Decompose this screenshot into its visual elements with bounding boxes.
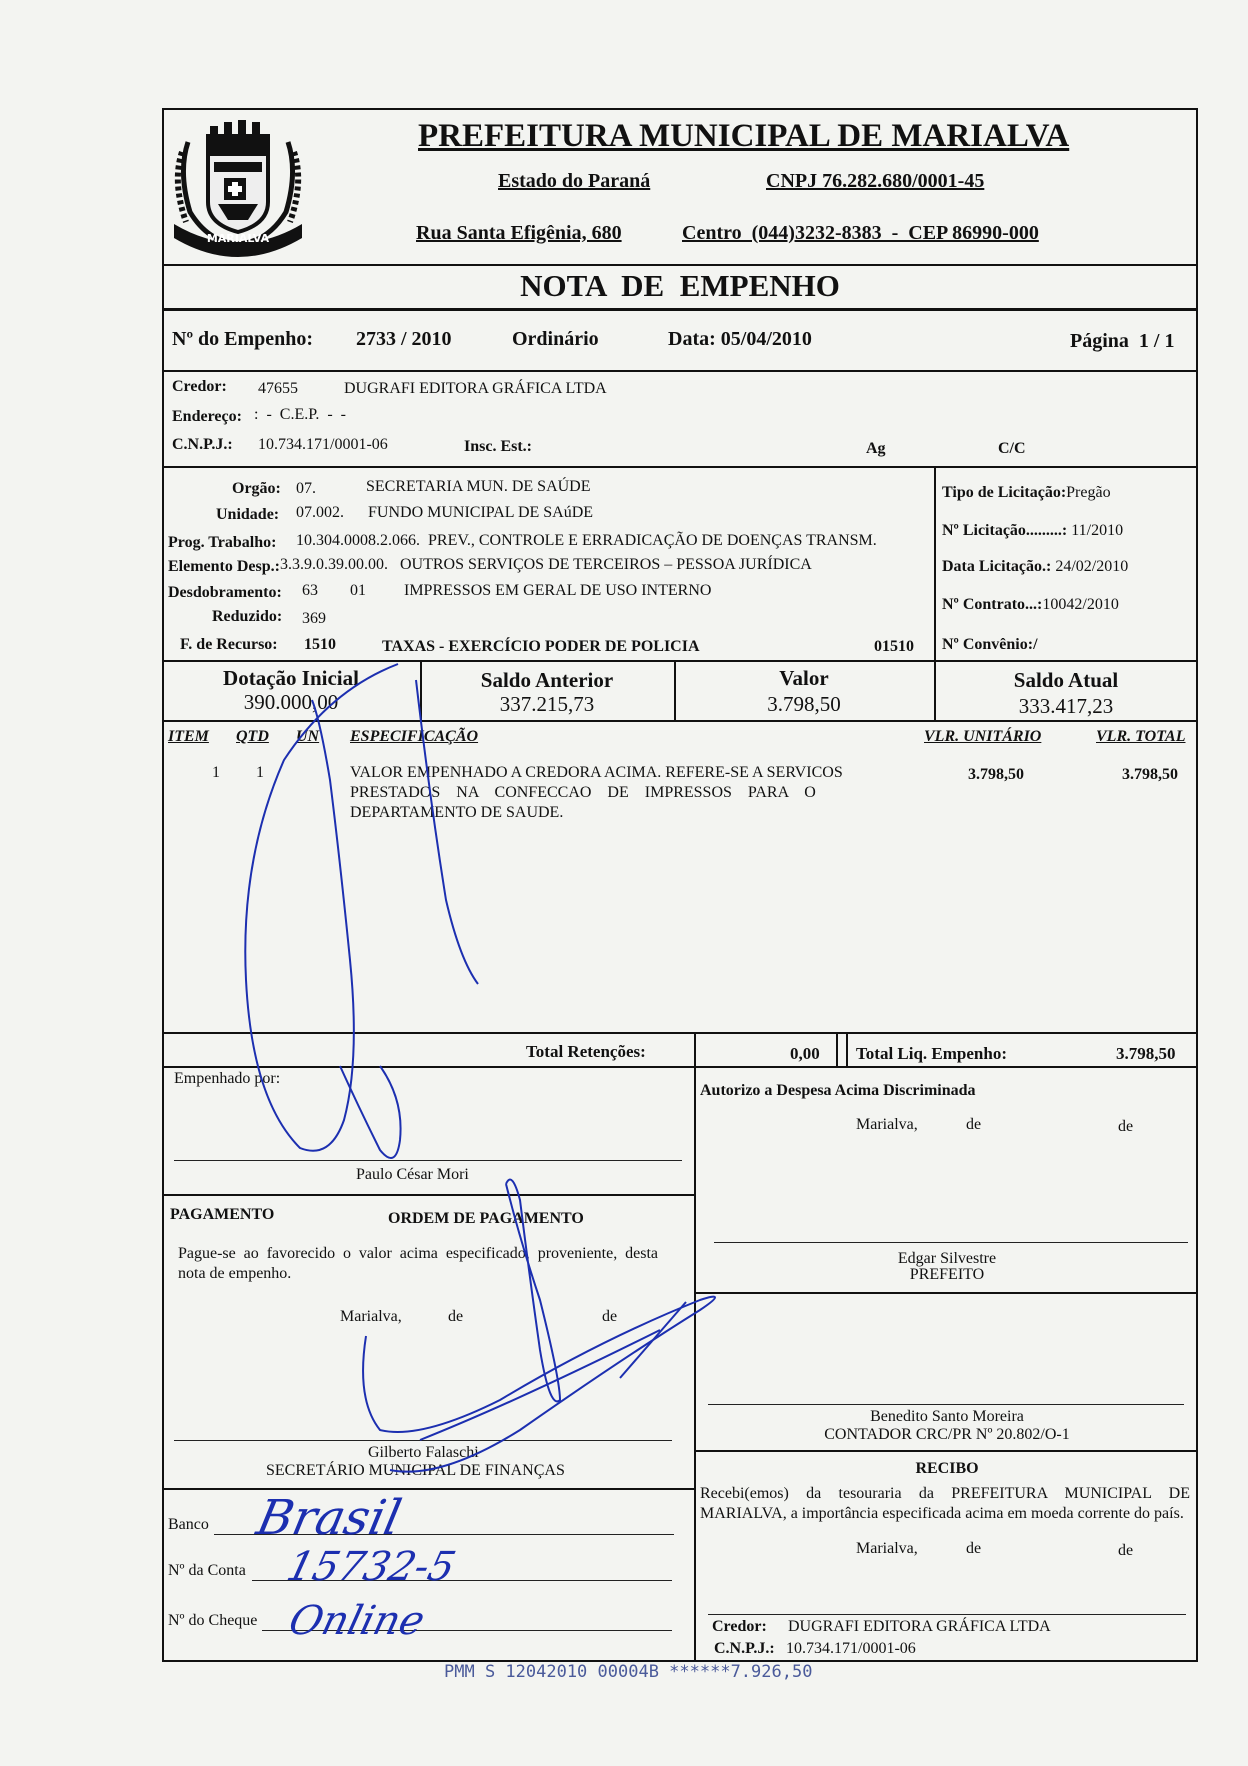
dotacao-inicial-value: 390.000,00 (243, 690, 339, 714)
recurso-code2: 01510 (874, 638, 914, 655)
desdobramento-c: IMPRESSOS EM GERAL DE USO INTERNO (404, 582, 712, 599)
secretario-title: SECRETÁRIO MUNICIPAL DE FINANÇAS (266, 1462, 565, 1479)
signature-line (174, 1160, 682, 1161)
divider (162, 660, 1198, 662)
credor-name: DUGRAFI EDITORA GRÁFICA LTDA (344, 380, 607, 397)
recibo-marialva: Marialva, (856, 1540, 918, 1557)
divider (162, 466, 1198, 468)
autorizo-label: Autorizo a Despesa Acima Discriminada (700, 1082, 976, 1099)
divider (162, 370, 1198, 372)
bank-stamp: PMM S 12042010 00004B ******7.926,50 (444, 1662, 813, 1682)
elemento-value: 3.3.9.0.39.00.00. OUTROS SERVIÇOS DE TERCEIROS – PESSOA JURÍDICA (280, 556, 812, 573)
item-spec-line: DEPARTAMENTO DE SAUDE. (350, 804, 564, 821)
unidade-label: Unidade: (216, 506, 280, 523)
divider (694, 1066, 696, 1662)
empenho-label: Nº do Empenho: (172, 328, 314, 350)
retencoes-value: 0,00 (790, 1044, 820, 1063)
saldo-anterior-label: Saldo Anterior (480, 668, 614, 692)
signature-line (708, 1404, 1184, 1405)
recurso-label: F. de Recurso: (180, 636, 278, 653)
ordem-pagamento-label: ORDEM DE PAGAMENTO (388, 1210, 584, 1227)
desdobramento-label: Desdobramento: (168, 584, 282, 601)
prog-value: 10.304.0008.2.066. PREV., CONTROLE E ERRADICAÇÃO DE DOENÇAS TRANSM. (296, 532, 877, 549)
banco-label: Banco (168, 1516, 209, 1533)
recibo-de: de (1118, 1542, 1134, 1559)
empenhado-label: Empenhado por: (174, 1070, 281, 1087)
divider (162, 1194, 696, 1196)
col-total-value: VLR. TOTAL (1096, 728, 1186, 745)
recurso-name: TAXAS - EXERCÍCIO PODER DE POLICIA (382, 638, 700, 655)
item-spec-line: VALOR EMPENHADO A CREDORA ACIMA. REFERE-SE A SERVICOS (350, 764, 843, 781)
credor-label: Credor: (172, 378, 227, 395)
unidade-code: 07.002. (296, 504, 344, 521)
header-title: PREFEITURA MUNICIPAL DE MARIALVA (418, 118, 1070, 154)
municipal-crest (168, 112, 308, 260)
data-licitacao-label: Data Licitação.: 24/02/2010 (942, 558, 1129, 575)
orgao-name: SECRETARIA MUN. DE SAÚDE (366, 478, 591, 495)
recibo-title: RECIBO (915, 1460, 979, 1477)
col-un: UN (296, 728, 320, 745)
empenho-number: 2733 / 2010 (356, 328, 452, 350)
recibo-cnpj-label: C.N.P.J.: (714, 1640, 775, 1657)
col-spec: ESPECIFICAÇÃO (350, 728, 479, 745)
autorizo-de: de (1118, 1118, 1134, 1135)
orgao-label: Orgão: (232, 480, 281, 497)
recibo-credor-value: DUGRAFI EDITORA GRÁFICA LTDA (788, 1618, 1051, 1635)
divider (694, 1292, 1198, 1294)
prefeito-name: Edgar Silvestre (897, 1250, 997, 1267)
divider (836, 1032, 838, 1068)
elemento-label: Elemento Desp.: (168, 558, 280, 575)
recibo-text: Recebi(emos) da tesouraria da PREFEITURA MUNICIPAL DE MARIALVA, a importância especificada acima em moeda corrente do país. (700, 1485, 1190, 1522)
empenhado-name: Paulo César Mori (356, 1166, 469, 1183)
numero-licitacao-label: Nº Licitação.........: 11/2010 (942, 522, 1124, 539)
conta-handwritten: 15732-5 (282, 1544, 460, 1590)
divider (162, 308, 1198, 311)
endereco-label: Endereço: (172, 408, 242, 425)
agency-label: Ag (866, 440, 886, 457)
recibo-credor-label: Credor: (712, 1618, 767, 1635)
saldo-anterior-value: 337.215,73 (499, 692, 595, 716)
autorizo-de: de (966, 1116, 982, 1133)
credor-cnpj-value: 10.734.171/0001-06 (258, 436, 388, 453)
signature-line (174, 1440, 672, 1441)
divider (694, 1032, 696, 1068)
contrato-label: Nº Contrato...:10042/2010 (942, 596, 1119, 613)
pague-marialva: Marialva, (340, 1308, 402, 1325)
signature-line (714, 1242, 1188, 1243)
recurso-code: 1510 (304, 636, 336, 653)
secretario-name: Gilberto Falaschi (368, 1444, 479, 1461)
desdobramento-b: 01 (350, 582, 366, 599)
header-street: Rua Santa Efigênia, 680 (416, 222, 622, 244)
page-number: Página 1 / 1 (1070, 330, 1175, 352)
empenho-type: Ordinário (512, 328, 599, 350)
header-state: Estado do Paraná (498, 170, 651, 192)
divider (694, 1450, 1198, 1452)
saldo-atual-value: 333.417,23 (1018, 694, 1114, 718)
divider (162, 1032, 1198, 1034)
divider (162, 720, 1198, 722)
banco-handwritten: Brasil (252, 1490, 407, 1546)
item-total-value: 3.798,50 (1122, 766, 1178, 783)
crest-icon (168, 112, 308, 260)
signature-line (708, 1614, 1186, 1615)
reduzido-label: Reduzido: (212, 608, 283, 625)
col-unit-value: VLR. UNITÁRIO (924, 728, 1042, 745)
dotacao-inicial-label: Dotação Inicial (223, 666, 359, 690)
convenio-label: Nº Convênio:/ (942, 636, 1038, 653)
cheque-handwritten: Online (284, 1598, 430, 1644)
valor-label: Valor (779, 666, 829, 690)
item-qty: 1 (256, 764, 264, 781)
reduzido-value: 369 (302, 610, 326, 627)
valor-value: 3.798,50 (767, 692, 841, 716)
liq-empenho-value: 3.798,50 (1116, 1044, 1176, 1063)
contador-title: CONTADOR CRC/PR Nº 20.802/O-1 (824, 1426, 1070, 1443)
divider (162, 264, 1198, 266)
recibo-cnpj-value: 10.734.171/0001-06 (786, 1640, 916, 1657)
divider (934, 466, 936, 662)
divider (162, 1488, 696, 1490)
orgao-code: 07. (296, 480, 316, 497)
endereco-value: : - C.E.P. - - (254, 406, 346, 423)
liq-empenho-label: Total Liq. Empenho: (856, 1044, 1007, 1063)
divider (846, 1032, 848, 1068)
header-address: Centro (044)3232-8383 - CEP 86990-000 (682, 222, 1039, 244)
pagamento-label: PAGAMENTO (170, 1206, 275, 1223)
item-spec-line: PRESTADOS NA CONFECCAO DE IMPRESSOS PARA O (350, 784, 816, 801)
saldo-atual-label: Saldo Atual (1013, 668, 1119, 692)
doc-title: NOTA DE EMPENHO (520, 268, 840, 303)
svg-text:MARIALVA: MARIALVA (206, 232, 270, 245)
col-item: ITEM (168, 728, 209, 745)
header-cnpj: CNPJ 76.282.680/0001-45 (766, 170, 985, 192)
prog-label: Prog. Trabalho: (168, 534, 277, 551)
unidade-name: FUNDO MUNICIPAL DE SAúDE (368, 504, 594, 521)
retencoes-label: Total Retenções: (526, 1042, 646, 1061)
empenho-date: Data: 05/04/2010 (668, 328, 812, 350)
credor-code: 47655 (258, 380, 298, 397)
pague-de: de (448, 1308, 464, 1325)
tipo-licitacao-label: Tipo de Licitação:Pregão (942, 484, 1111, 501)
desdobramento-a: 63 (302, 582, 318, 599)
pague-text: Pague-se ao favorecido o valor acima especificado, proveniente, desta nota de empenho. (178, 1245, 658, 1282)
cheque-label: Nº do Cheque (168, 1612, 258, 1629)
col-qtd: QTD (236, 728, 269, 745)
pague-de: de (602, 1308, 618, 1325)
divider (162, 1066, 1198, 1068)
contador-name: Benedito Santo Moreira (870, 1408, 1024, 1425)
item-number: 1 (212, 764, 220, 781)
credor-cnpj-label: C.N.P.J.: (172, 436, 233, 453)
conta-label: Nº da Conta (168, 1562, 246, 1579)
recibo-de: de (966, 1540, 982, 1557)
insc-est-label: Insc. Est.: (464, 438, 533, 455)
prefeito-title: PREFEITO (909, 1266, 985, 1283)
account-label: C/C (998, 440, 1026, 457)
autorizo-marialva: Marialva, (856, 1116, 918, 1133)
item-unit-value: 3.798,50 (968, 766, 1024, 783)
